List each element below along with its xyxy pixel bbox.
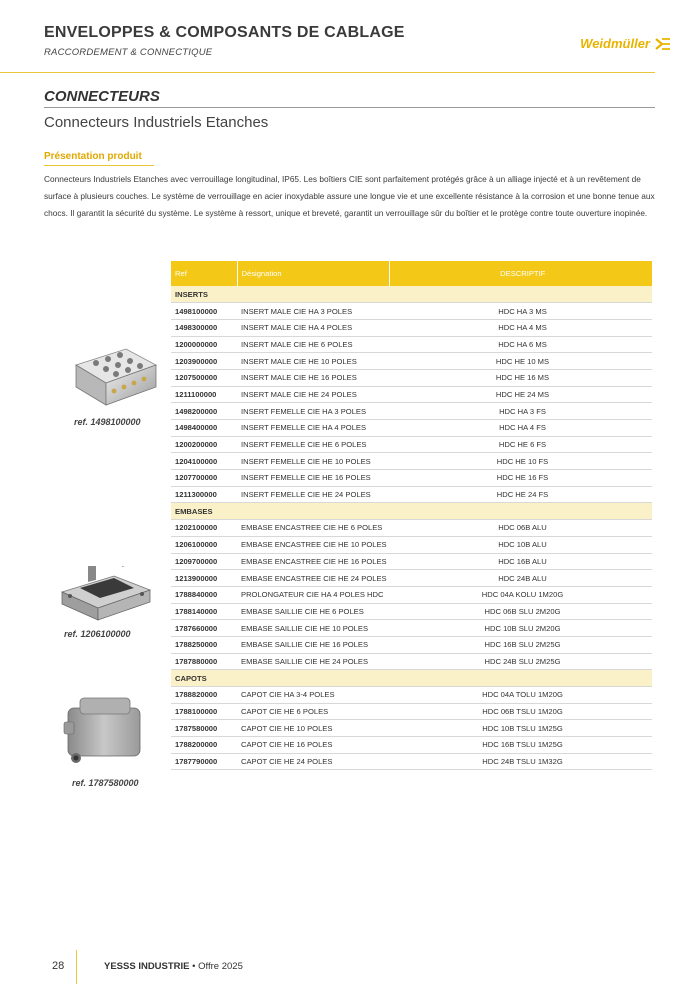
cell-descriptif: HDC HE 16 MS: [389, 369, 652, 386]
image-caption-hood: ref. 1787580000: [72, 778, 139, 788]
cell-descriptif: HDC 04A TOLU 1M20G: [389, 687, 652, 704]
cell-descriptif: HDC 06B ALU: [389, 520, 652, 537]
cell-descriptif: HDC HE 10 MS: [389, 353, 652, 370]
table-body: [171, 286, 652, 770]
cell-descriptif: HDC HA 6 MS: [389, 336, 652, 353]
page-header-title: ENVELOPPES & COMPOSANTS DE CABLAGE: [44, 24, 405, 41]
cell-descriptif: HDC HA 3 FS: [389, 403, 652, 420]
page-header-subtitle: RACCORDEMENT & CONNECTIQUE: [44, 47, 213, 58]
table-row: [171, 570, 652, 587]
cell-ref: 1200000000: [171, 336, 237, 353]
cell-ref: 1498300000: [171, 319, 237, 336]
header-ref: Ref: [171, 261, 237, 286]
cell-designation: INSERT MALE CIE HA 4 POLES: [237, 319, 389, 336]
footer-brand: [104, 961, 243, 972]
cell-ref: 1200200000: [171, 436, 237, 453]
cell-descriptif: HDC 16B TSLU 1M25G: [389, 737, 652, 754]
cell-designation: CAPOT CIE HE 16 POLES: [237, 737, 389, 754]
table-header-row: [171, 261, 652, 286]
table-row: [171, 486, 652, 503]
table-row: [171, 737, 652, 754]
cell-ref: 1788840000: [171, 586, 237, 603]
table-row: [171, 720, 652, 737]
table-row: [171, 687, 652, 704]
cell-ref: 1209700000: [171, 553, 237, 570]
table-row: [171, 453, 652, 470]
cell-descriptif: HDC 04A KOLU 1M20G: [389, 586, 652, 603]
cell-descriptif: HDC 16B ALU: [389, 553, 652, 570]
cell-ref: 1211100000: [171, 386, 237, 403]
cell-ref: 1211300000: [171, 486, 237, 503]
group-label: CAPOTS: [171, 670, 652, 687]
table-row: [171, 636, 652, 653]
table-row: [171, 586, 652, 603]
table-row: [171, 303, 652, 320]
cell-descriptif: HDC 06B SLU 2M20G: [389, 603, 652, 620]
cell-designation: EMBASE ENCASTREE CIE HE 6 POLES: [237, 520, 389, 537]
cell-designation: EMBASE SAILLIE CIE HE 10 POLES: [237, 620, 389, 637]
cell-ref: 1202100000: [171, 520, 237, 537]
cell-descriptif: HDC HA 3 MS: [389, 303, 652, 320]
cell-designation: EMBASE ENCASTREE CIE HE 10 POLES: [237, 536, 389, 553]
cell-designation: INSERT MALE CIE HE 24 POLES: [237, 386, 389, 403]
cell-ref: 1788250000: [171, 636, 237, 653]
cell-designation: INSERT MALE CIE HA 3 POLES: [237, 303, 389, 320]
presentation-text: Connecteurs Industriels Etanches avec verrouillage longitudinal, IP65. Les boîtiers CIE sont parfaitement protégés grâce à un alliage injecté et à un revêtement de surface à plusieurs couches. Le système de verrouillage en acier inoxydable assure une longue vie et une excellente résistance à la corrosion et une bonne tenue aux chocs. Il garantit la sécurité du système. Le système à ressort, unique et breveté, garantit un verrouillage sûr du boîtier et le protège contre toute ouverture inopinée.: [44, 174, 655, 218]
presentation-title: Présentation produit: [44, 151, 142, 162]
header-designation: Désignation: [237, 261, 389, 286]
table-row: [171, 753, 652, 770]
cell-descriptif: HDC 10B TSLU 1M25G: [389, 720, 652, 737]
table-group-row: [171, 503, 652, 520]
cell-designation: CAPOT CIE HE 24 POLES: [237, 753, 389, 770]
table-row: [171, 553, 652, 570]
cell-designation: CAPOT CIE HA 3-4 POLES: [237, 687, 389, 704]
table-row: [171, 319, 652, 336]
cell-ref: 1498100000: [171, 303, 237, 320]
product-table: [171, 261, 652, 770]
cell-designation: EMBASE SAILLIE CIE HE 6 POLES: [237, 603, 389, 620]
presentation-underline: [44, 165, 154, 166]
cell-descriptif: HDC 10B SLU 2M20G: [389, 620, 652, 637]
cell-designation: INSERT FEMELLE CIE HE 6 POLES: [237, 436, 389, 453]
cell-designation: PROLONGATEUR CIE HA 4 POLES HDC: [237, 586, 389, 603]
table-row: [171, 536, 652, 553]
section-divider: [44, 107, 655, 108]
table-row: [171, 703, 652, 720]
table-row: [171, 336, 652, 353]
image-caption-insert: ref. 1498100000: [74, 417, 141, 427]
footer-divider: [76, 950, 77, 984]
cell-designation: INSERT MALE CIE HE 10 POLES: [237, 353, 389, 370]
cell-ref: 1787580000: [171, 720, 237, 737]
cell-descriptif: HDC HE 10 FS: [389, 453, 652, 470]
cell-designation: INSERT MALE CIE HE 6 POLES: [237, 336, 389, 353]
cell-ref: 1498200000: [171, 403, 237, 420]
weidmuller-logo-icon: [654, 37, 672, 51]
cell-descriptif: HDC 24B SLU 2M25G: [389, 653, 652, 670]
cell-designation: INSERT FEMELLE CIE HE 24 POLES: [237, 486, 389, 503]
cell-descriptif: HDC 06B TSLU 1M20G: [389, 703, 652, 720]
table-row: [171, 420, 652, 437]
housing-base-icon: [58, 566, 154, 626]
cell-descriptif: HDC HE 24 MS: [389, 386, 652, 403]
header-descriptif: DESCRIPTIF: [389, 261, 652, 286]
table-row: [171, 386, 652, 403]
cell-designation: INSERT FEMELLE CIE HA 4 POLES: [237, 420, 389, 437]
table-row: [171, 470, 652, 487]
cell-designation: INSERT FEMELLE CIE HE 10 POLES: [237, 453, 389, 470]
footer-offer: Offre 2025: [198, 961, 243, 972]
cell-descriptif: HDC HE 16 FS: [389, 470, 652, 487]
cell-ref: 1498400000: [171, 420, 237, 437]
table-row: [171, 436, 652, 453]
brand-logo: [580, 36, 672, 51]
cell-ref: 1204100000: [171, 453, 237, 470]
cell-ref: 1788140000: [171, 603, 237, 620]
cell-designation: EMBASE SAILLIE CIE HE 24 POLES: [237, 653, 389, 670]
image-caption-housing-base: ref. 1206100000: [64, 629, 131, 639]
cell-ref: 1207700000: [171, 470, 237, 487]
cell-ref: 1788200000: [171, 737, 237, 754]
cell-ref: 1787660000: [171, 620, 237, 637]
cell-designation: EMBASE SAILLIE CIE HE 16 POLES: [237, 636, 389, 653]
footer-brand-name: YESSS INDUSTRIE: [104, 961, 190, 972]
cell-ref: 1207500000: [171, 369, 237, 386]
cell-descriptif: HDC 10B ALU: [389, 536, 652, 553]
group-label: INSERTS: [171, 286, 652, 303]
page-number: 28: [52, 960, 65, 972]
table-group-row: [171, 670, 652, 687]
header-divider: [0, 72, 655, 73]
cell-designation: INSERT FEMELLE CIE HA 3 POLES: [237, 403, 389, 420]
cell-ref: 1787790000: [171, 753, 237, 770]
cell-designation: INSERT FEMELLE CIE HE 16 POLES: [237, 470, 389, 487]
section-subtitle: Connecteurs Industriels Etanches: [44, 114, 269, 131]
cell-descriptif: HDC HA 4 MS: [389, 319, 652, 336]
section-title: CONNECTEURS: [44, 88, 160, 105]
group-label: EMBASES: [171, 503, 652, 520]
brand-name: Weidmüller: [580, 36, 650, 51]
table-row: [171, 369, 652, 386]
cell-ref: 1203900000: [171, 353, 237, 370]
hood-cover-icon: [60, 694, 150, 770]
table-row: [171, 620, 652, 637]
table-row: [171, 403, 652, 420]
footer-separator: •: [189, 961, 199, 972]
cell-designation: EMBASE ENCASTREE CIE HE 24 POLES: [237, 570, 389, 587]
cell-ref: 1788820000: [171, 687, 237, 704]
table-row: [171, 603, 652, 620]
cell-descriptif: HDC 16B SLU 2M25G: [389, 636, 652, 653]
cell-ref: 1213900000: [171, 570, 237, 587]
cell-designation: CAPOT CIE HE 10 POLES: [237, 720, 389, 737]
cell-designation: CAPOT CIE HE 6 POLES: [237, 703, 389, 720]
cell-ref: 1788100000: [171, 703, 237, 720]
cell-descriptif: HDC HA 4 FS: [389, 420, 652, 437]
table-row: [171, 520, 652, 537]
cell-designation: EMBASE ENCASTREE CIE HE 16 POLES: [237, 553, 389, 570]
cell-descriptif: HDC 24B ALU: [389, 570, 652, 587]
insert-connector-icon: [66, 343, 162, 411]
cell-descriptif: HDC 24B TSLU 1M32G: [389, 753, 652, 770]
table-row: [171, 653, 652, 670]
cell-descriptif: HDC HE 24 FS: [389, 486, 652, 503]
cell-ref: 1206100000: [171, 536, 237, 553]
cell-ref: 1787880000: [171, 653, 237, 670]
table-group-row: [171, 286, 652, 303]
cell-designation: INSERT MALE CIE HE 16 POLES: [237, 369, 389, 386]
table-row: [171, 353, 652, 370]
cell-descriptif: HDC HE 6 FS: [389, 436, 652, 453]
